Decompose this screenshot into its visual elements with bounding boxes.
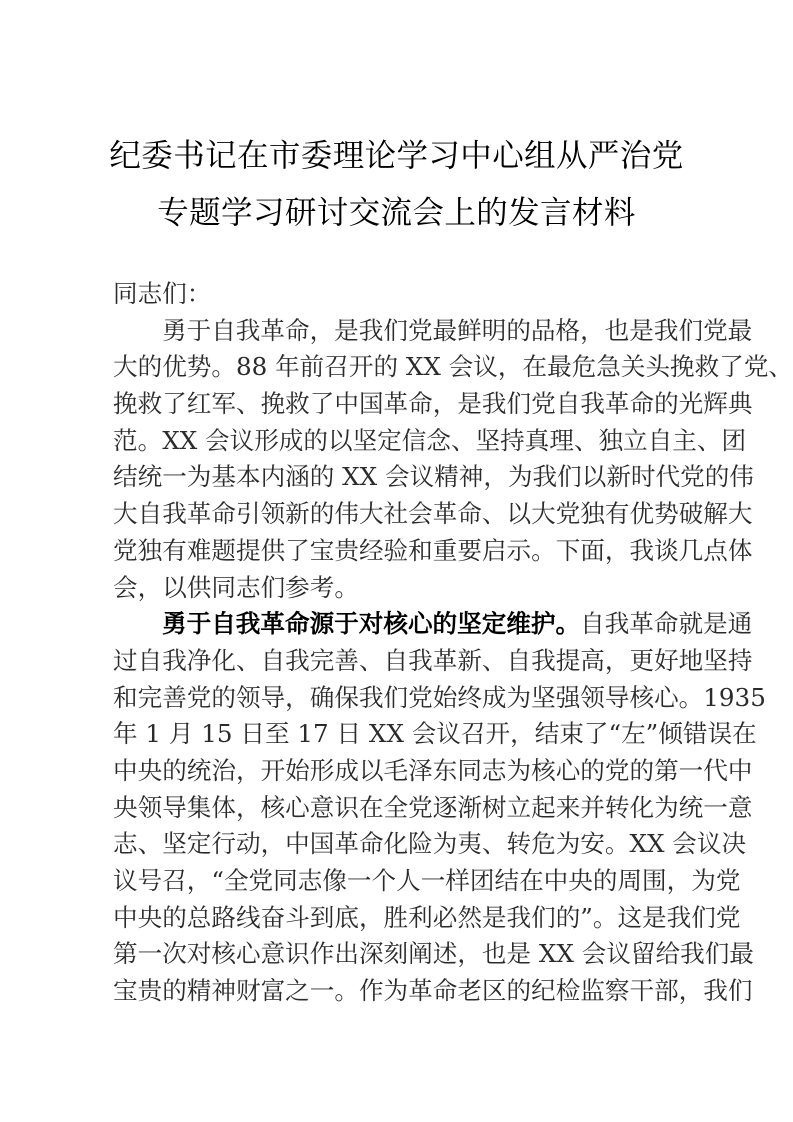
document-body: [113, 276, 793, 1010]
paragraph-2-line-8: 议号召，“全党同志像一个人一样团结在中央的周围，为党: [113, 866, 741, 895]
paragraph-2-line-1-rest: 自我革命就是通: [580, 609, 753, 639]
paragraph-2-line-5: 中央的统治，开始形成以毛泽东同志为核心的党的第一代中: [113, 755, 753, 785]
paragraph-1-line-4: 范。XX 会议形成的以坚定信念、坚持真理、独立自主、团: [113, 425, 747, 455]
title-line-1: 纪委书记在市委理论学习中心组从严治党: [109, 138, 684, 174]
paragraph-1-line-5: 结统一为基本内涵的 XX 会议精神，为我们以新时代党的伟: [113, 462, 754, 492]
paragraph-1: [113, 313, 793, 607]
salutation-paragraph: [113, 276, 681, 313]
paragraph-2-line-6: 央领导集体，核心意识在全党逐渐树立起来并转化为统一意: [113, 792, 753, 822]
paragraph-2-line-7: 志、坚定行动，中国革命化险为夷、转危为安。XX 会议决: [113, 829, 747, 859]
paragraph-2-line-10: 第一次对核心意识作出深刻阐述，也是 XX 会议留给我们最: [113, 939, 754, 969]
paragraph-1-line-2: 大的优势。88 年前召开的 XX 会议，在最危急关头挽救了党、: [113, 352, 793, 382]
salutation-line: 同志们：: [113, 279, 212, 308]
title-line-2: 专题学习研讨交流会上的发言材料: [157, 195, 636, 231]
paragraph-1-line-1: 勇于自我革命，是我们党最鲜明的品格，也是我们党最: [162, 315, 753, 345]
paragraph-2-line-4: 年 1 月 15 日至 17 日 XX 会议召开，结束了“左”倾错误在: [113, 719, 757, 749]
paragraph-1-line-3: 挽救了红军、挽救了中国革命，是我们党自我革命的光辉典: [113, 389, 753, 419]
paragraph-2-line-3: 和完善党的领导，确保我们党始终成为坚强领导核心。1935: [113, 682, 766, 712]
page-title: [96, 128, 697, 242]
paragraph-2-bold-lead: 勇于自我革命源于对核心的坚定维护。: [162, 609, 581, 639]
paragraph-2: [113, 606, 766, 1010]
paragraph-1-line-7: 党独有难题提供了宝贵经验和重要启示。下面，我谈几点体: [113, 535, 753, 565]
paragraph-2-line-2: 过自我净化、自我完善、自我革新、自我提高，更好地坚持: [113, 645, 753, 675]
paragraph-2-line-11: 宝贵的精神财富之一。作为革命老区的纪检监察干部，我们: [113, 976, 753, 1006]
paragraph-2-line-9: 中央的总路线奋斗到底，胜利必然是我们的”。这是我们党: [113, 902, 741, 932]
paragraph-1-line-6: 大自我革命引领新的伟大社会革命、以大党独有优势破解大: [113, 499, 753, 529]
paragraph-2-line-1: [113, 606, 753, 643]
paragraph-1-line-8: 会，以供同志们参考。: [113, 572, 359, 602]
